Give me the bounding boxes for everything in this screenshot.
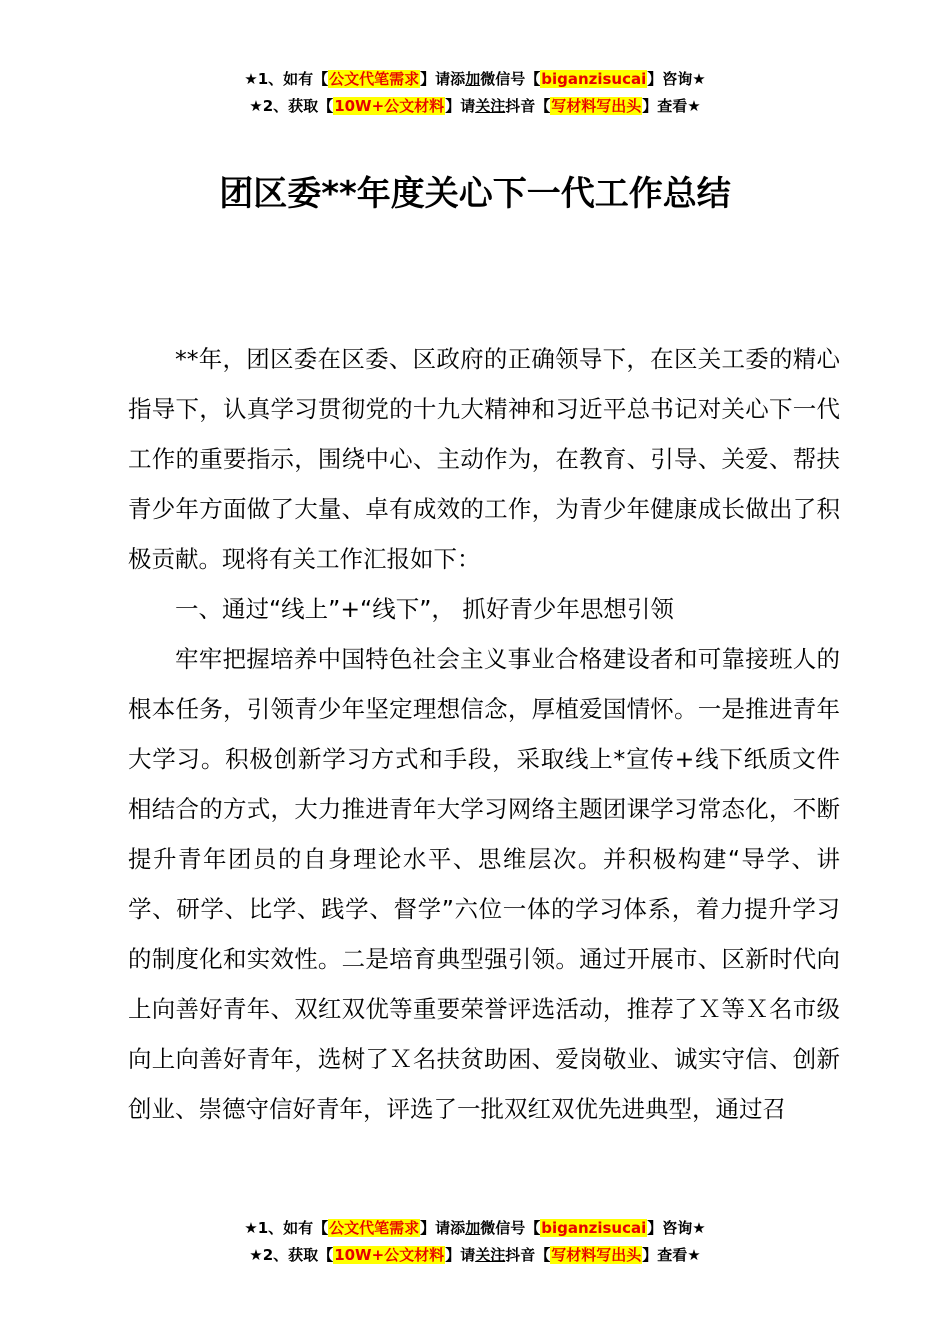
banner-underlined-text: 加 (465, 70, 481, 88)
banner-line-2 (0, 93, 950, 120)
banner-highlight: 写材料写出头 (551, 1246, 642, 1264)
banner-text: 抖音【 (505, 97, 551, 115)
banner-highlight: biganzisucai (541, 70, 647, 88)
section-heading-1: 一、通过“线上”+“线下”， 抓好青少年思想引领 (175, 595, 674, 623)
banner-text: 】请添 (420, 1219, 466, 1237)
paragraph-intro: **年，团区委在区委、区政府的正确领导下，在区关工委的精心指导下，认真学习贯彻党的十九大精神和习近平总书记对关心下一代工作的重要指示，围绕中心、主动作为，在教育、引导、关爱、帮扶青少年方面做了大量、卓有成效的工作，为青少年健康成长做出了积极贡献。现将有关工作汇报如下： (128, 345, 840, 573)
banner-text: 】请 (445, 97, 476, 115)
banner-text: 】查看★ (642, 97, 701, 115)
banner-text: 微信号【 (480, 1219, 541, 1237)
banner-highlight: 写材料写出头 (551, 97, 642, 115)
banner-text: 】请 (445, 1246, 476, 1264)
header-banner (0, 66, 950, 120)
banner-underlined-text: 加 (465, 1219, 481, 1237)
banner-highlight: 公文代笔需求 (329, 1219, 420, 1237)
banner-highlight: 公文代笔需求 (329, 70, 420, 88)
paragraph-section-1: 牢牢把握培养中国特色社会主义事业合格建设者和可靠接班人的根本任务，引领青少年坚定理想信念，厚植爱国情怀。一是推进青年大学习。积极创新学习方式和手段，采取线上*宣传+线下纸质文件相结合的方式，大力推进青年大学习网络主题团课学习常态化，不断提升青年团员的自身理论水平、思维层次。并积极构建“导学、讲学、研学、比学、践学、督学”六位一体的学习体系，着力提升学习的制度化和实效性。二是培育典型强引领。通过开展市、区新时代向上向善好青年、双红双优等重要荣誉评选活动，推荐了Ｘ等Ｘ名市级向上向善好青年，选树了Ｘ名扶贫助困、爱岗敬业、诚实守信、创新创业、崇德守信好青年，评选了一批双红双优先进典型，通过召 (128, 645, 840, 1123)
banner-text: ★1、如有【 (244, 1219, 329, 1237)
banner-text: ★2、获取【 (249, 97, 334, 115)
banner-underlined-text: 关注 (475, 97, 506, 115)
banner-text: ★2、获取【 (249, 1246, 334, 1264)
document-body (128, 334, 840, 1134)
banner-text: 】请添 (420, 70, 466, 88)
banner-line-2 (0, 1242, 950, 1269)
banner-text: 】查看★ (642, 1246, 701, 1264)
footer-banner (0, 1215, 950, 1269)
banner-line-1 (0, 1215, 950, 1242)
banner-text: 】咨询★ (647, 70, 706, 88)
banner-text: 微信号【 (480, 70, 541, 88)
banner-highlight: 10W+公文材料 (334, 1246, 445, 1264)
banner-text: 抖音【 (505, 1246, 551, 1264)
banner-text: ★1、如有【 (244, 70, 329, 88)
banner-text: 】咨询★ (647, 1219, 706, 1237)
banner-highlight: biganzisucai (541, 1219, 647, 1237)
banner-highlight: 10W+公文材料 (334, 97, 445, 115)
banner-underlined-text: 关注 (475, 1246, 506, 1264)
banner-line-1 (0, 66, 950, 93)
document-title: 团区委**年度关心下一代工作总结 (219, 174, 731, 214)
